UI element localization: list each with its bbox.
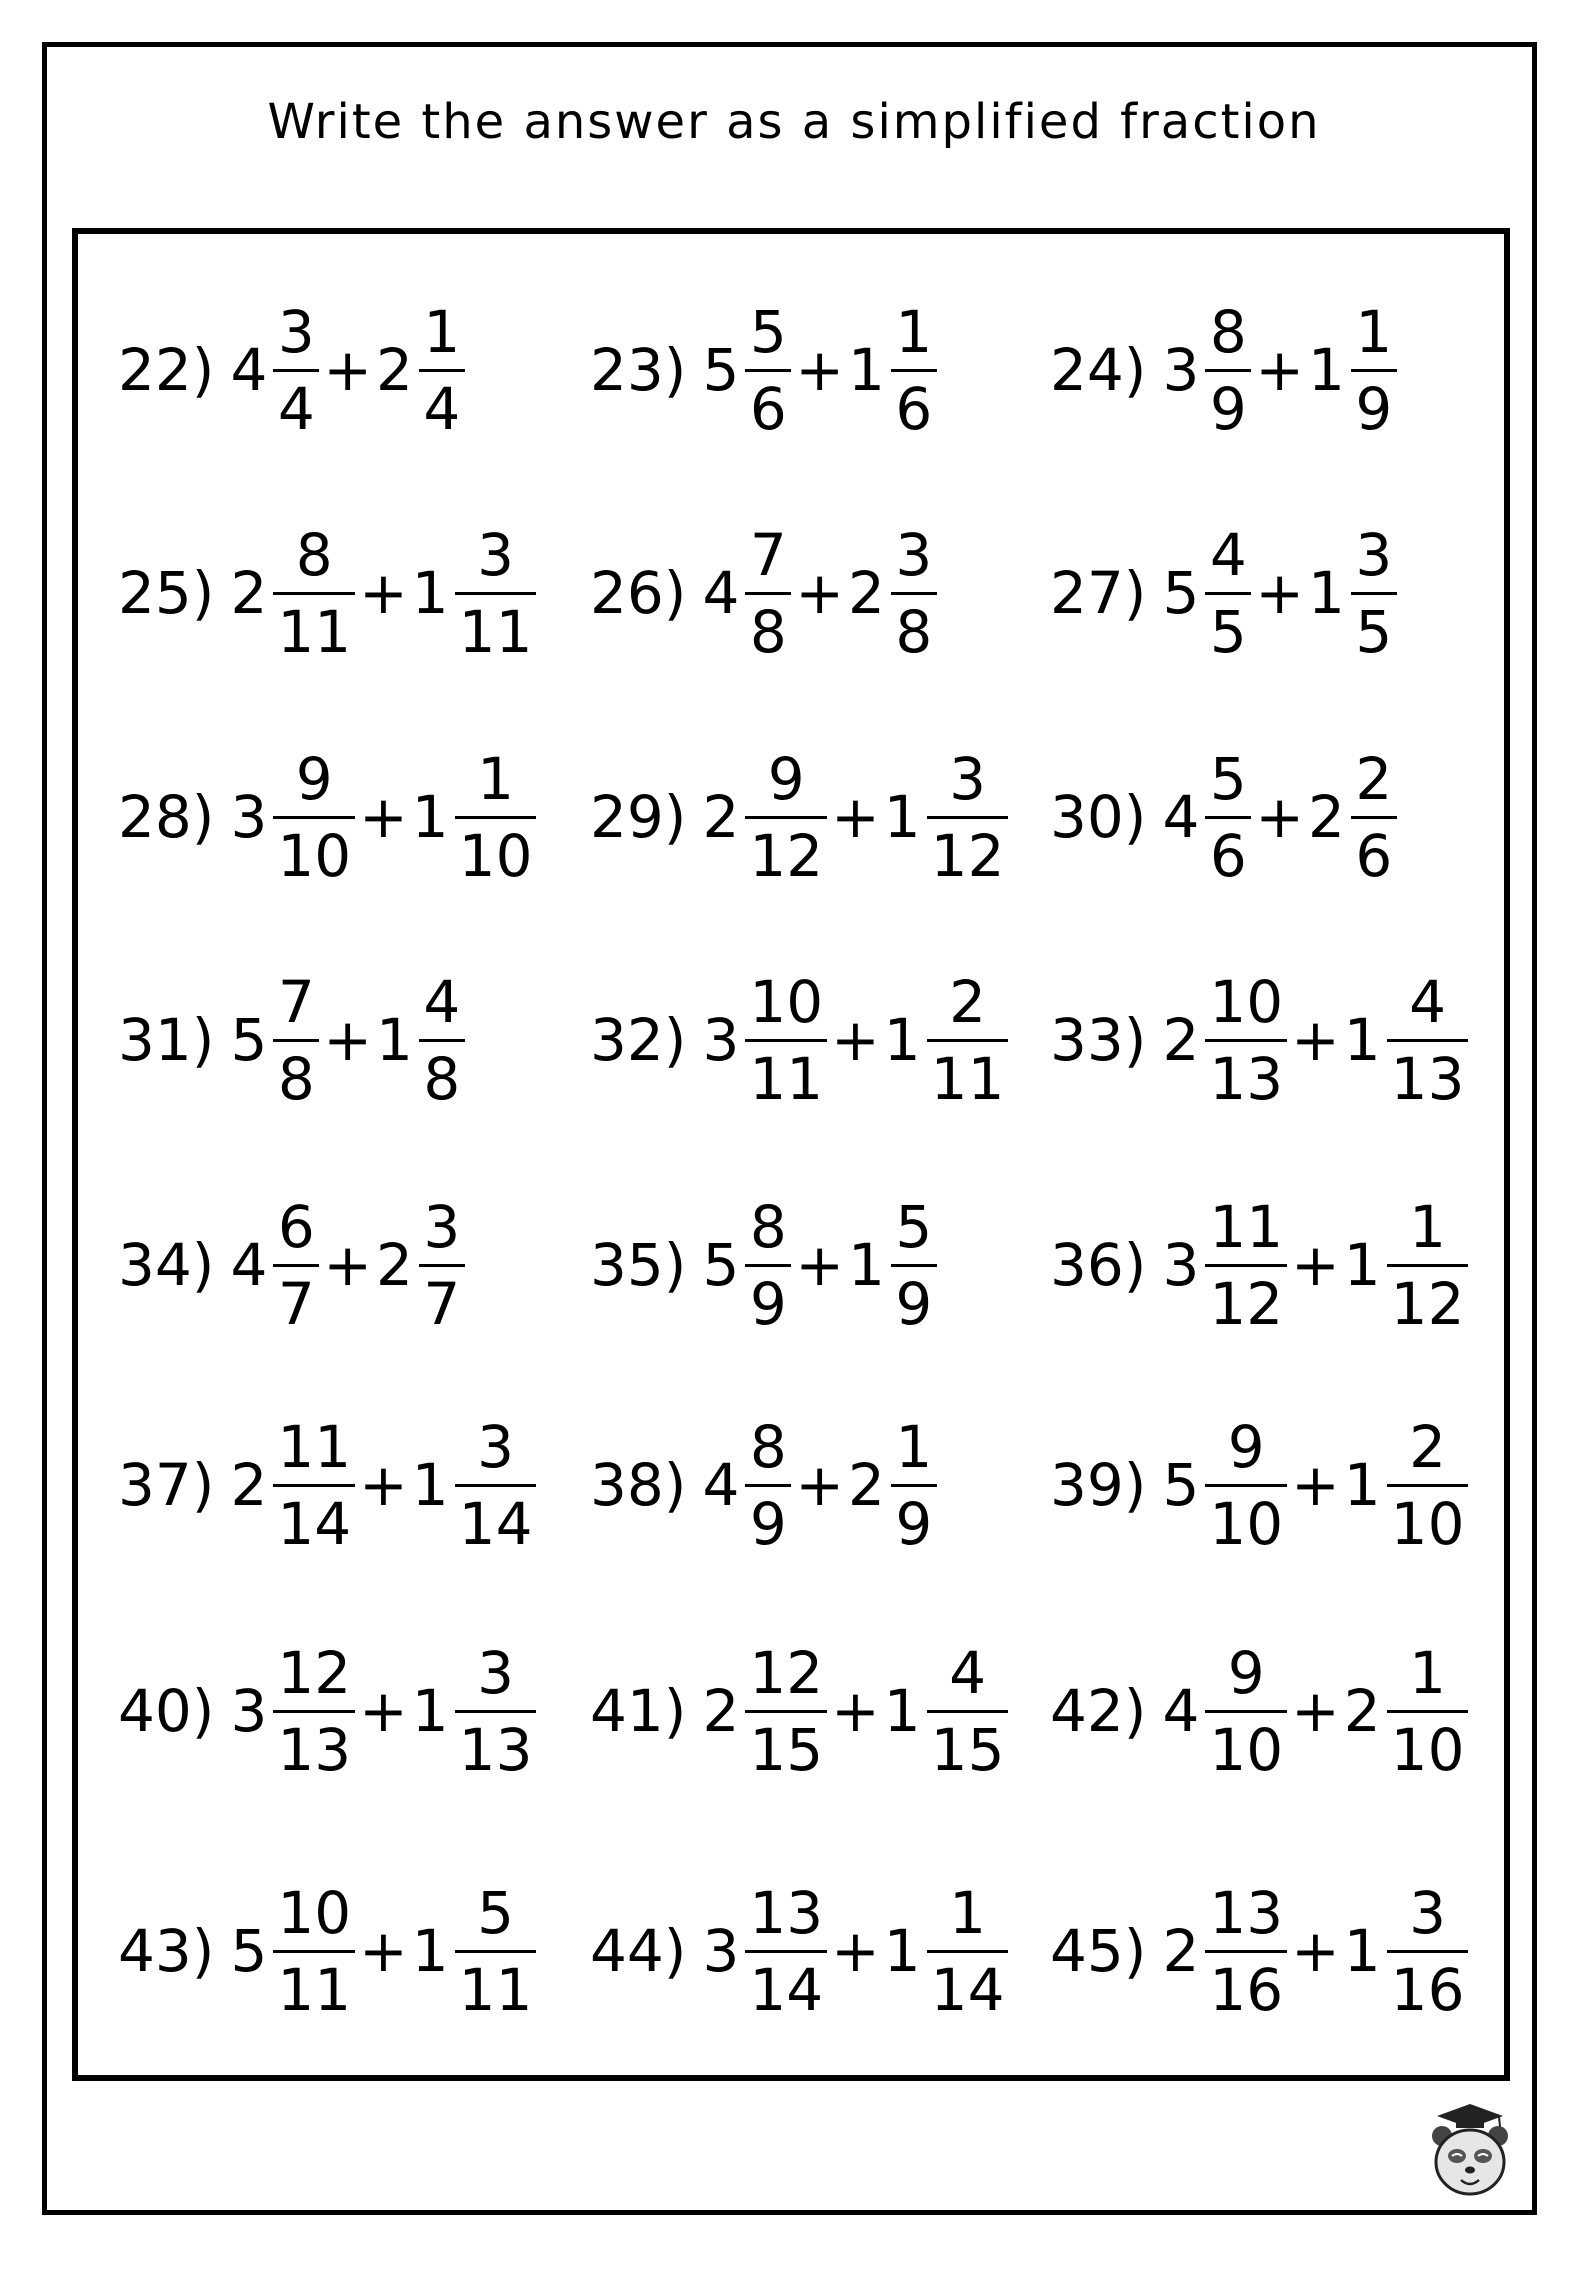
problem-number: 38) xyxy=(590,1451,687,1519)
numerator-2: 1 xyxy=(1355,297,1393,366)
plus-sign: + xyxy=(323,336,372,404)
problem xyxy=(118,295,465,445)
whole-number-2: 2 xyxy=(847,1451,885,1519)
problem xyxy=(1050,742,1397,892)
fraction-2 xyxy=(1351,520,1397,666)
plus-sign: + xyxy=(1291,1677,1340,1745)
problem-number: 45) xyxy=(1050,1917,1147,1985)
fraction-1 xyxy=(745,967,827,1113)
problem-number: 28) xyxy=(118,783,215,851)
numerator-2: 3 xyxy=(895,520,933,589)
whole-number-1: 2 xyxy=(230,559,268,627)
numerator-1: 12 xyxy=(749,1638,824,1707)
whole-number-2: 1 xyxy=(847,336,885,404)
fraction-2 xyxy=(419,1192,465,1338)
plus-sign: + xyxy=(323,1006,372,1074)
plus-sign: + xyxy=(795,1451,844,1519)
problem xyxy=(1050,1636,1468,1786)
instruction-title: Write the answer as a simplified fraction xyxy=(267,94,1321,150)
denominator-2: 10 xyxy=(1390,1489,1465,1558)
numerator-1: 13 xyxy=(749,1878,824,1947)
fraction-1 xyxy=(273,1878,355,2024)
whole-number-2: 2 xyxy=(1343,1677,1381,1745)
problem-number: 25) xyxy=(118,559,215,627)
problem xyxy=(1050,965,1468,1115)
numerator-2: 5 xyxy=(477,1878,515,1947)
numerator-2: 3 xyxy=(477,520,515,589)
numerator-1: 5 xyxy=(749,297,787,366)
plus-sign: + xyxy=(1291,1231,1340,1299)
fraction-1 xyxy=(745,520,791,666)
fraction-2 xyxy=(927,744,1009,890)
fraction-2 xyxy=(455,1412,537,1558)
panda-graduate-icon xyxy=(1425,2100,1515,2200)
problem xyxy=(1050,1876,1468,2026)
numerator-2: 2 xyxy=(1409,1412,1447,1481)
fraction-2 xyxy=(1387,1412,1469,1558)
problem xyxy=(1050,518,1397,668)
plus-sign: + xyxy=(1291,1006,1340,1074)
numerator-1: 11 xyxy=(277,1412,352,1481)
problem-number: 44) xyxy=(590,1917,687,1985)
problem xyxy=(118,1636,536,1786)
problem-number: 40) xyxy=(118,1677,215,1745)
problem xyxy=(118,1190,465,1340)
plus-sign: + xyxy=(1255,559,1304,627)
whole-number-2: 1 xyxy=(883,1006,921,1074)
plus-sign: + xyxy=(831,783,880,851)
whole-number-1: 4 xyxy=(230,336,268,404)
denominator-2: 11 xyxy=(930,1044,1005,1113)
whole-number-1: 2 xyxy=(1162,1917,1200,1985)
problem-number: 22) xyxy=(118,336,215,404)
whole-number-2: 1 xyxy=(1343,1006,1381,1074)
whole-number-1: 2 xyxy=(702,783,740,851)
numerator-1: 7 xyxy=(749,520,787,589)
denominator-1: 4 xyxy=(277,374,315,443)
numerator-1: 7 xyxy=(277,967,315,1036)
fraction-1 xyxy=(1205,967,1287,1113)
fraction-1 xyxy=(273,1192,319,1338)
fraction-2 xyxy=(927,967,1009,1113)
denominator-1: 11 xyxy=(277,597,352,666)
fraction-1 xyxy=(745,297,791,443)
fraction-2 xyxy=(1351,297,1397,443)
numerator-1: 11 xyxy=(1209,1192,1284,1261)
fraction-1 xyxy=(1205,520,1251,666)
plus-sign: + xyxy=(1255,336,1304,404)
problem-number: 31) xyxy=(118,1006,215,1074)
problem-number: 36) xyxy=(1050,1231,1147,1299)
problem xyxy=(590,1636,1008,1786)
denominator-1: 8 xyxy=(749,597,787,666)
fraction-2 xyxy=(891,1412,937,1558)
denominator-2: 5 xyxy=(1355,597,1393,666)
problem-number: 43) xyxy=(118,1917,215,1985)
whole-number-2: 2 xyxy=(1307,783,1345,851)
whole-number-2: 1 xyxy=(1343,1231,1381,1299)
whole-number-1: 5 xyxy=(702,1231,740,1299)
whole-number-2: 1 xyxy=(375,1006,413,1074)
numerator-2: 3 xyxy=(477,1638,515,1707)
numerator-2: 1 xyxy=(1409,1192,1447,1261)
numerator-2: 1 xyxy=(477,744,515,813)
fraction-1 xyxy=(273,297,319,443)
numerator-2: 4 xyxy=(1409,967,1447,1036)
whole-number-1: 3 xyxy=(702,1006,740,1074)
whole-number-1: 4 xyxy=(230,1231,268,1299)
denominator-2: 13 xyxy=(1390,1044,1465,1113)
numerator-1: 8 xyxy=(1209,297,1247,366)
denominator-2: 13 xyxy=(458,1715,533,1784)
numerator-1: 10 xyxy=(1209,967,1284,1036)
denominator-2: 4 xyxy=(423,374,461,443)
problem-number: 29) xyxy=(590,783,687,851)
fraction-2 xyxy=(1387,1638,1469,1784)
whole-number-1: 2 xyxy=(230,1451,268,1519)
numerator-1: 10 xyxy=(749,967,824,1036)
fraction-1 xyxy=(273,967,319,1113)
denominator-1: 16 xyxy=(1209,1955,1284,2024)
numerator-1: 8 xyxy=(749,1412,787,1481)
denominator-2: 9 xyxy=(895,1489,933,1558)
denominator-2: 8 xyxy=(423,1044,461,1113)
plus-sign: + xyxy=(831,1677,880,1745)
problem xyxy=(118,518,536,668)
whole-number-1: 5 xyxy=(1162,1451,1200,1519)
fraction-1 xyxy=(1205,1192,1287,1338)
fraction-2 xyxy=(1387,1878,1469,2024)
denominator-1: 14 xyxy=(749,1955,824,2024)
denominator-1: 9 xyxy=(749,1269,787,1338)
whole-number-2: 1 xyxy=(1343,1451,1381,1519)
fraction-1 xyxy=(1205,1638,1287,1784)
whole-number-1: 5 xyxy=(702,336,740,404)
denominator-2: 6 xyxy=(1355,821,1393,890)
problem xyxy=(1050,1410,1468,1560)
problem xyxy=(590,965,1008,1115)
problem-number: 42) xyxy=(1050,1677,1147,1745)
problem xyxy=(118,1410,536,1560)
whole-number-1: 5 xyxy=(230,1917,268,1985)
plus-sign: + xyxy=(359,783,408,851)
fraction-1 xyxy=(273,1638,355,1784)
problem xyxy=(590,518,937,668)
whole-number-2: 1 xyxy=(1307,559,1345,627)
denominator-2: 15 xyxy=(930,1715,1005,1784)
problem-number: 30) xyxy=(1050,783,1147,851)
denominator-1: 10 xyxy=(1209,1489,1284,1558)
numerator-2: 1 xyxy=(1409,1638,1447,1707)
problem-number: 35) xyxy=(590,1231,687,1299)
fraction-2 xyxy=(927,1638,1009,1784)
problem-number: 23) xyxy=(590,336,687,404)
denominator-2: 7 xyxy=(423,1269,461,1338)
whole-number-1: 3 xyxy=(1162,336,1200,404)
denominator-2: 9 xyxy=(1355,374,1393,443)
numerator-1: 8 xyxy=(295,520,333,589)
numerator-1: 13 xyxy=(1209,1878,1284,1947)
denominator-2: 14 xyxy=(930,1955,1005,2024)
problem-number: 33) xyxy=(1050,1006,1147,1074)
denominator-2: 9 xyxy=(895,1269,933,1338)
plus-sign: + xyxy=(323,1231,372,1299)
whole-number-1: 5 xyxy=(1162,559,1200,627)
denominator-2: 12 xyxy=(1390,1269,1465,1338)
whole-number-2: 1 xyxy=(411,1451,449,1519)
problem xyxy=(1050,1190,1468,1340)
denominator-2: 14 xyxy=(458,1489,533,1558)
denominator-1: 10 xyxy=(277,821,352,890)
numerator-2: 1 xyxy=(895,297,933,366)
numerator-2: 1 xyxy=(949,1878,987,1947)
numerator-2: 4 xyxy=(423,967,461,1036)
problem-box xyxy=(72,228,1510,2081)
fraction-2 xyxy=(891,297,937,443)
whole-number-2: 1 xyxy=(847,1231,885,1299)
fraction-2 xyxy=(891,1192,937,1338)
denominator-1: 6 xyxy=(749,374,787,443)
denominator-1: 9 xyxy=(1209,374,1247,443)
numerator-1: 5 xyxy=(1209,744,1247,813)
fraction-1 xyxy=(1205,744,1251,890)
plus-sign: + xyxy=(1291,1917,1340,1985)
plus-sign: + xyxy=(1255,783,1304,851)
whole-number-2: 1 xyxy=(411,1677,449,1745)
fraction-1 xyxy=(1205,1878,1287,2024)
fraction-2 xyxy=(927,1878,1009,2024)
whole-number-2: 1 xyxy=(883,783,921,851)
numerator-1: 9 xyxy=(767,744,805,813)
whole-number-2: 1 xyxy=(1343,1917,1381,1985)
numerator-1: 9 xyxy=(1227,1412,1265,1481)
fraction-2 xyxy=(455,520,537,666)
numerator-2: 4 xyxy=(949,1638,987,1707)
fraction-1 xyxy=(1205,297,1251,443)
whole-number-2: 1 xyxy=(411,559,449,627)
problem xyxy=(590,295,937,445)
plus-sign: + xyxy=(795,559,844,627)
denominator-1: 12 xyxy=(1209,1269,1284,1338)
whole-number-1: 3 xyxy=(1162,1231,1200,1299)
problem xyxy=(1050,295,1397,445)
fraction-2 xyxy=(1387,1192,1469,1338)
whole-number-1: 5 xyxy=(230,1006,268,1074)
numerator-2: 1 xyxy=(423,297,461,366)
whole-number-2: 1 xyxy=(883,1677,921,1745)
denominator-1: 7 xyxy=(277,1269,315,1338)
fraction-1 xyxy=(745,1878,827,2024)
denominator-2: 10 xyxy=(1390,1715,1465,1784)
denominator-2: 8 xyxy=(895,597,933,666)
problem-number: 32) xyxy=(590,1006,687,1074)
numerator-1: 4 xyxy=(1209,520,1247,589)
fraction-1 xyxy=(273,520,355,666)
numerator-2: 2 xyxy=(1355,744,1393,813)
denominator-1: 15 xyxy=(749,1715,824,1784)
numerator-2: 2 xyxy=(949,967,987,1036)
fraction-1 xyxy=(273,1412,355,1558)
numerator-1: 8 xyxy=(749,1192,787,1261)
denominator-1: 8 xyxy=(277,1044,315,1113)
whole-number-2: 1 xyxy=(411,783,449,851)
numerator-1: 6 xyxy=(277,1192,315,1261)
problem-number: 37) xyxy=(118,1451,215,1519)
denominator-1: 10 xyxy=(1209,1715,1284,1784)
whole-number-2: 1 xyxy=(411,1917,449,1985)
plus-sign: + xyxy=(1291,1451,1340,1519)
plus-sign: + xyxy=(795,336,844,404)
whole-number-1: 4 xyxy=(1162,783,1200,851)
whole-number-1: 3 xyxy=(230,1677,268,1745)
whole-number-2: 1 xyxy=(1307,336,1345,404)
numerator-2: 1 xyxy=(895,1412,933,1481)
whole-number-1: 4 xyxy=(702,1451,740,1519)
denominator-1: 9 xyxy=(749,1489,787,1558)
fraction-2 xyxy=(455,1878,537,2024)
fraction-2 xyxy=(891,520,937,666)
numerator-2: 3 xyxy=(949,744,987,813)
denominator-1: 11 xyxy=(749,1044,824,1113)
whole-number-1: 4 xyxy=(702,559,740,627)
problem-number: 27) xyxy=(1050,559,1147,627)
problem xyxy=(118,742,536,892)
fraction-2 xyxy=(455,744,537,890)
problem xyxy=(590,742,1008,892)
problem xyxy=(590,1190,937,1340)
problem-number: 26) xyxy=(590,559,687,627)
denominator-1: 11 xyxy=(277,1955,352,2024)
problem xyxy=(118,965,465,1115)
denominator-1: 5 xyxy=(1209,597,1247,666)
whole-number-1: 2 xyxy=(702,1677,740,1745)
numerator-2: 3 xyxy=(1355,520,1393,589)
denominator-2: 10 xyxy=(458,821,533,890)
whole-number-2: 2 xyxy=(375,336,413,404)
fraction-1 xyxy=(745,1412,791,1558)
whole-number-1: 2 xyxy=(1162,1006,1200,1074)
plus-sign: + xyxy=(359,1677,408,1745)
denominator-2: 6 xyxy=(895,374,933,443)
denominator-2: 11 xyxy=(458,1955,533,2024)
fraction-1 xyxy=(1205,1412,1287,1558)
numerator-1: 10 xyxy=(277,1878,352,1947)
denominator-2: 11 xyxy=(458,597,533,666)
whole-number-1: 3 xyxy=(702,1917,740,1985)
denominator-1: 14 xyxy=(277,1489,352,1558)
fraction-1 xyxy=(273,744,355,890)
whole-number-2: 1 xyxy=(883,1917,921,1985)
whole-number-2: 2 xyxy=(375,1231,413,1299)
numerator-2: 3 xyxy=(423,1192,461,1261)
numerator-1: 3 xyxy=(277,297,315,366)
denominator-1: 12 xyxy=(749,821,824,890)
problem xyxy=(590,1410,937,1560)
plus-sign: + xyxy=(359,1917,408,1985)
fraction-1 xyxy=(745,1638,827,1784)
numerator-1: 9 xyxy=(1227,1638,1265,1707)
problem-number: 39) xyxy=(1050,1451,1147,1519)
numerator-1: 9 xyxy=(295,744,333,813)
numerator-2: 5 xyxy=(895,1192,933,1261)
denominator-1: 6 xyxy=(1209,821,1247,890)
plus-sign: + xyxy=(359,559,408,627)
denominator-1: 13 xyxy=(1209,1044,1284,1113)
denominator-2: 12 xyxy=(930,821,1005,890)
fraction-2 xyxy=(419,967,465,1113)
whole-number-1: 4 xyxy=(1162,1677,1200,1745)
fraction-2 xyxy=(455,1638,537,1784)
fraction-2 xyxy=(1387,967,1469,1113)
problem xyxy=(118,1876,536,2026)
problem xyxy=(590,1876,1008,2026)
fraction-2 xyxy=(419,297,465,443)
fraction-2 xyxy=(1351,744,1397,890)
problem-number: 34) xyxy=(118,1231,215,1299)
plus-sign: + xyxy=(831,1917,880,1985)
plus-sign: + xyxy=(795,1231,844,1299)
problem-number: 41) xyxy=(590,1677,687,1745)
plus-sign: + xyxy=(831,1006,880,1074)
fraction-1 xyxy=(745,1192,791,1338)
denominator-2: 16 xyxy=(1390,1955,1465,2024)
plus-sign: + xyxy=(359,1451,408,1519)
whole-number-1: 3 xyxy=(230,783,268,851)
problem-number: 24) xyxy=(1050,336,1147,404)
fraction-1 xyxy=(745,744,827,890)
whole-number-2: 2 xyxy=(847,559,885,627)
numerator-2: 3 xyxy=(1409,1878,1447,1947)
denominator-1: 13 xyxy=(277,1715,352,1784)
numerator-1: 12 xyxy=(277,1638,352,1707)
numerator-2: 3 xyxy=(477,1412,515,1481)
